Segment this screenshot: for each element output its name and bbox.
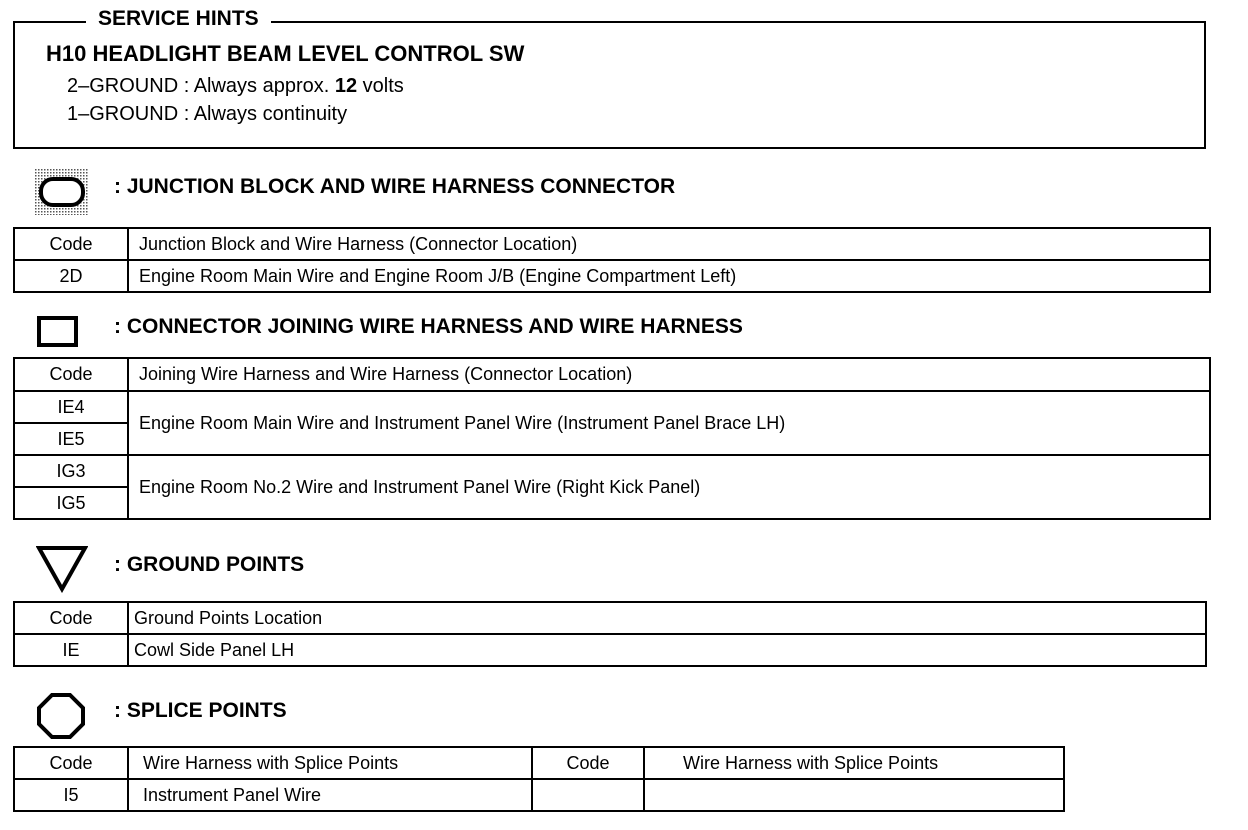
table-row (14, 260, 1210, 292)
rounded-rectangle-hatched-icon (35, 169, 89, 215)
header-desc-1: Wire Harness with Splice Points (128, 747, 532, 779)
row-code-2 (532, 779, 644, 811)
service-hints-heading: H10 HEADLIGHT BEAM LEVEL CONTROL SW (46, 41, 525, 66)
service-hint-line-1 (67, 75, 404, 98)
splice-section-title: : SPLICE POINTS (114, 699, 287, 722)
header-desc: Ground Points Location (128, 602, 1206, 634)
header-code-1: Code (14, 747, 128, 779)
header-code: Code (14, 228, 128, 260)
row-desc-2 (644, 779, 1064, 811)
row-code-1: I5 (14, 779, 128, 811)
row-desc: Engine Room Main Wire and Engine Room J/B (Engine Compartment Left) (128, 260, 1210, 292)
row-code: IE4 (14, 391, 128, 423)
splice-table (13, 746, 1065, 812)
row-desc: Cowl Side Panel LH (128, 634, 1206, 666)
service-hints-title: SERVICE HINTS (86, 7, 271, 31)
header-code: Code (14, 602, 128, 634)
table-row (14, 455, 1210, 487)
table-header-row (14, 228, 1210, 260)
header-code: Code (14, 358, 128, 391)
row-desc-1: Instrument Panel Wire (128, 779, 532, 811)
row-code: IE (14, 634, 128, 666)
ground-section-title: : GROUND POINTS (114, 553, 305, 576)
triangle-down-icon (36, 545, 88, 593)
junction-table (13, 227, 1211, 293)
rectangle-icon (37, 315, 79, 349)
junction-section-title: : JUNCTION BLOCK AND WIRE HARNESS CONNECTOR (114, 175, 676, 198)
connector-table (13, 357, 1211, 520)
table-row (14, 634, 1206, 666)
row-code: 2D (14, 260, 128, 292)
table-row (14, 391, 1210, 423)
row-code: IE5 (14, 423, 128, 455)
octagon-icon (36, 692, 86, 740)
hint-1-prefix: 2–GROUND : Always approx. (67, 75, 335, 97)
header-desc-2: Wire Harness with Splice Points (644, 747, 1064, 779)
row-desc: Engine Room No.2 Wire and Instrument Panel Wire (Right Kick Panel) (128, 455, 1210, 519)
hint-1-value: 12 (334, 75, 358, 97)
hint-1-suffix: volts (357, 75, 404, 97)
connector-section-title: : CONNECTOR JOINING WIRE HARNESS AND WIRE HARNESS (114, 315, 743, 338)
header-code-2: Code (532, 747, 644, 779)
table-header-row (14, 358, 1210, 391)
row-code: IG3 (14, 455, 128, 487)
table-header-row (14, 747, 1064, 779)
row-desc: Engine Room Main Wire and Instrument Panel Wire (Instrument Panel Brace LH) (128, 391, 1210, 455)
ground-table (13, 601, 1207, 667)
service-hint-line-2: 1–GROUND : Always continuity (67, 103, 348, 125)
header-desc: Junction Block and Wire Harness (Connector Location) (128, 228, 1210, 260)
row-code: IG5 (14, 487, 128, 519)
table-row (14, 779, 1064, 811)
header-desc: Joining Wire Harness and Wire Harness (Connector Location) (128, 358, 1210, 391)
table-header-row (14, 602, 1206, 634)
